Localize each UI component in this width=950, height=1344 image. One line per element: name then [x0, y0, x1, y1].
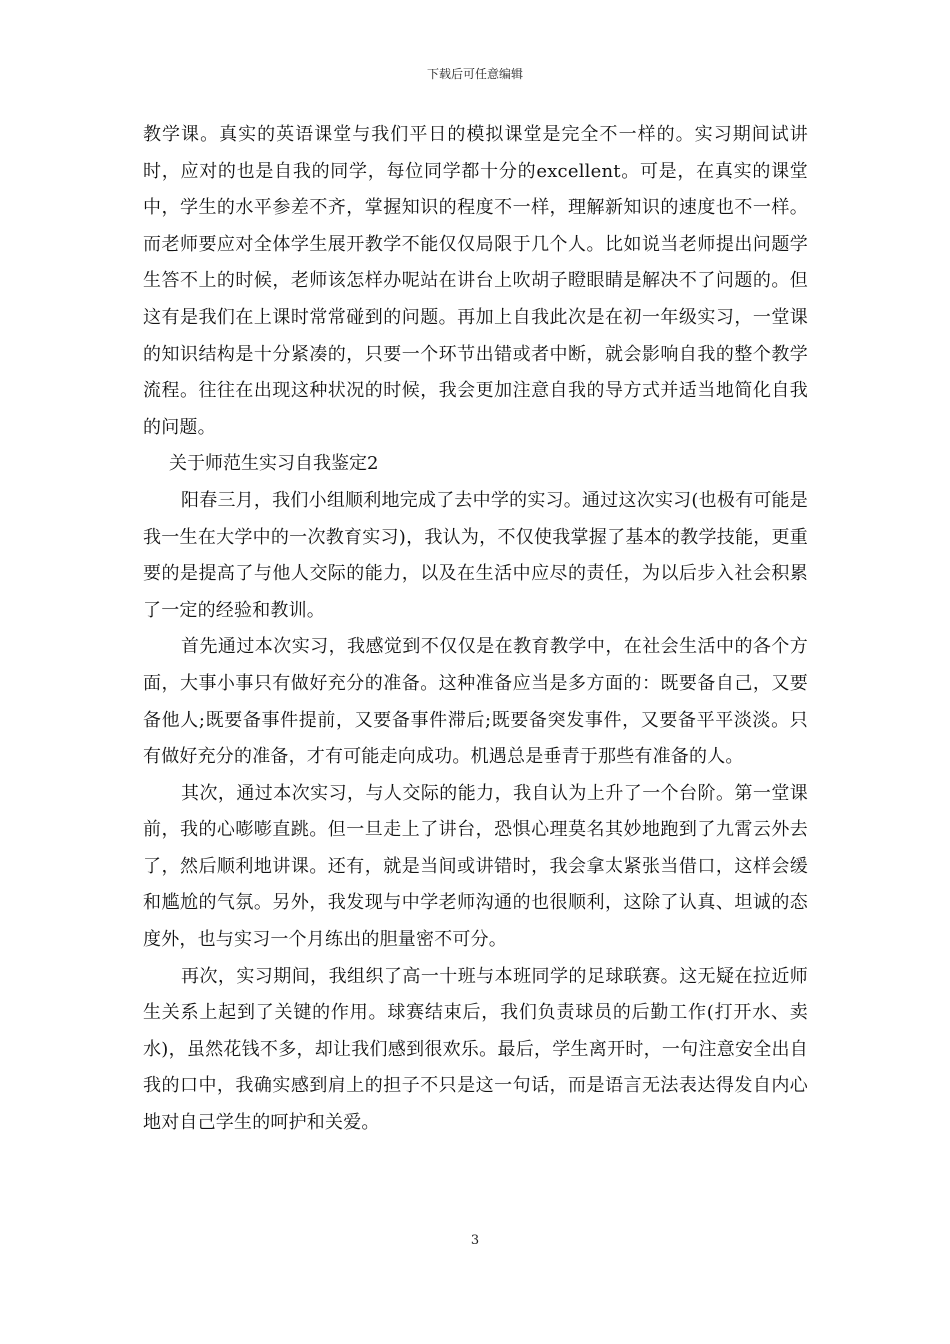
paragraph: 首先通过本次实习，我感觉到不仅仅是在教育教学中，在社会生活中的各个方面，大事小事只有做好充分的准备。这种准备应当是多方面的：既要备自己，又要备他人;既要备事件提前，又要备事件滞后;既要备突发事件，又要备平平淡淡。只有做好充分的准备，才有可能走向成功。机遇总是垂青于那些有准备的人。: [143, 636, 808, 768]
paragraph: 再次，实习期间，我组织了高一十班与本班同学的足球联赛。这无疑在拉近师生关系上起到了关键的作用。球赛结束后，我们负责球员的后勤工作(打开水、卖水)，虽然花钱不多，却让我们感到很欢乐。最后，学生离开时，一句注意安全出自我的口中，我确实感到肩上的担子不只是这一句话，而是语言无法表达得发自内心地对自己学生的呵护和关爱。: [143, 965, 808, 1134]
section-heading: 关于师范生实习自我鉴定2: [169, 453, 379, 475]
paragraph: 阳春三月，我们小组顺利地完成了去中学的实习。通过这次实习(也极有可能是我一生在大学中的一次教育实习)，我认为，不仅使我掌握了基本的教学技能，更重要的是提高了与他人交际的能力，以及在生活中应尽的责任，为以后步入社会积累了一定的经验和教训。: [143, 489, 808, 621]
paragraph-continued: 教学课。真实的英语课堂与我们平日的模拟课堂是完全不一样的。实习期间试讲时，应对的也是自我的同学，每位同学都十分的excellent。可是，在真实的课堂中，学生的水平参差不齐，掌握知识的程度不一样，理解新知识的速度也不一样。而老师要应对全体学生展开教学不能仅仅局限于几个人。比如说当老师提出问题学生答不上的时候，老师该怎样办呢站在讲台上吹胡子瞪眼睛是解决不了问题的。但这有是我们在上课时常常碰到的问题。再加上自我此次是在初一年级实习，一堂课的知识结构是十分紧凑的，只要一个环节出错或者中断，就会影响自我的整个教学流程。往往在出现这种状况的时候，我会更加注意自我的导方式并适当地简化自我的问题。: [143, 124, 808, 438]
page-header-note: 下载后可任意编辑: [426, 67, 523, 81]
page-number: 3: [470, 1233, 480, 1248]
document-body: [143, 117, 808, 1142]
paragraph: 其次，通过本次实习，与人交际的能力，我自认为上升了一个台阶。第一堂课前，我的心嘭嘭直跳。但一旦走上了讲台，恐惧心理莫名其妙地跑到了九霄云外去了，然后顺利地讲课。还有，就是当间或讲错时，我会拿太紧张当借口，这样会缓和尴尬的气氛。另外，我发现与中学老师沟通的也很顺利，这除了认真、坦诚的态度外，也与实习一个月练出的胆量密不可分。: [143, 782, 808, 951]
